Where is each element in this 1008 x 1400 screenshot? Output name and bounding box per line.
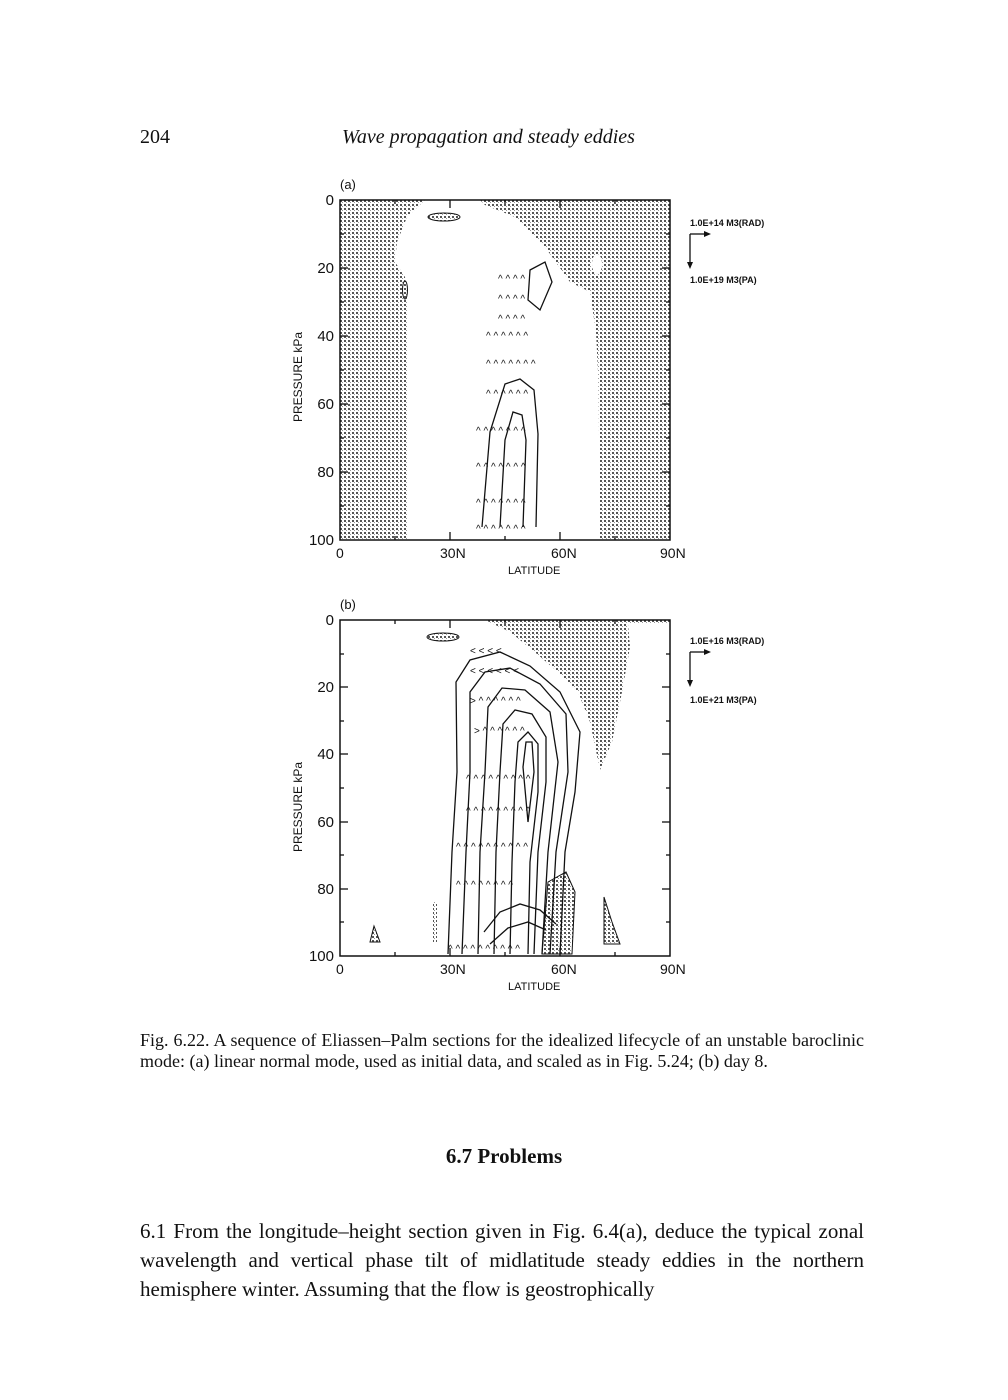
svg-text:^ ^ ^ ^: ^ ^ ^ ^ <box>498 314 526 325</box>
y-tick-label: 80 <box>317 881 334 898</box>
section-heading: 6.7 Problems <box>445 1144 563 1168</box>
svg-text:^ ^ ^ ^ ^ ^ ^: ^ ^ ^ ^ ^ ^ ^ <box>476 498 526 509</box>
y-tick-label: 80 <box>317 464 334 481</box>
y-tick-label: 100 <box>308 948 334 965</box>
svg-text:> ^ ^ ^ ^ ^ ^: > ^ ^ ^ ^ ^ ^ <box>470 696 521 707</box>
y-tick-labels-a <box>309 192 334 549</box>
scale-arrows-b <box>687 649 711 687</box>
running-head <box>140 126 880 150</box>
svg-text:^ ^ ^ ^ ^ ^ ^: ^ ^ ^ ^ ^ ^ ^ <box>476 462 526 473</box>
ep-vectors-b <box>448 646 531 955</box>
svg-text:< < < <: < < < < <box>470 646 502 657</box>
y-tick-label: 60 <box>317 396 334 413</box>
y-tick-label: 20 <box>317 260 334 277</box>
panel-label-a: (a) <box>340 177 356 192</box>
svg-text:^ ^ ^ ^ ^ ^ ^ ^: ^ ^ ^ ^ ^ ^ ^ ^ <box>456 880 513 891</box>
figure-panel-a <box>0 172 1008 582</box>
y-tick-label: 0 <box>325 192 334 209</box>
x-tick-labels-a <box>336 545 686 561</box>
x-axis-title-a: LATITUDE <box>508 565 561 577</box>
scale-label-top-a: 1.0E+14 M3(RAD) <box>690 218 765 228</box>
x-tick-label: 0 <box>336 545 344 561</box>
y-axis-title-a: PRESSURE kPa <box>291 331 305 422</box>
y-tick-label: 0 <box>325 612 334 629</box>
svg-text:> ^ ^ ^ ^ ^ ^: > ^ ^ ^ ^ ^ ^ <box>474 726 525 737</box>
scale-label-bottom-b: 1.0E+21 M3(PA) <box>690 695 757 705</box>
svg-text:^ ^ ^ ^ ^ ^ ^: ^ ^ ^ ^ ^ ^ ^ <box>476 426 526 437</box>
scale-arrows-a <box>687 231 711 269</box>
scale-label-bottom-a: 1.0E+19 M3(PA) <box>690 275 757 285</box>
svg-text:^ ^ ^ ^ ^ ^ ^ ^ ^: ^ ^ ^ ^ ^ ^ ^ ^ ^ <box>466 774 531 785</box>
running-title: Wave propagation and steady eddies <box>342 126 635 148</box>
svg-text:^ ^ ^ ^: ^ ^ ^ ^ <box>498 294 526 305</box>
y-tick-label: 40 <box>317 746 334 763</box>
figure-b-graphic <box>0 592 1008 1002</box>
y-tick-label: 40 <box>317 328 334 345</box>
x-tick-label: 30N <box>440 545 466 561</box>
svg-text:< < < < < <: < < < < < < <box>470 666 519 677</box>
x-tick-label: 30N <box>440 961 466 977</box>
x-axis-title-b: LATITUDE <box>508 981 561 993</box>
y-tick-label: 60 <box>317 814 334 831</box>
figure-caption: Fig. 6.22. A sequence of Eliassen–Palm sections for the idealized lifecycle of an unstable baroclinic mode: (a) linear normal mode, used as initial data, and scaled as in Fig. 5.24; (b) day 8. <box>140 1030 864 1071</box>
page-number: 204 <box>140 126 170 148</box>
x-tick-label: 90N <box>660 545 686 561</box>
panel-label-b: (b) <box>340 597 356 612</box>
x-tick-labels-b <box>336 961 686 977</box>
figure-panel-b <box>0 592 1008 1002</box>
y-axis-title-b: PRESSURE kPa <box>291 761 305 852</box>
y-tick-label: 20 <box>317 679 334 696</box>
svg-text:^ ^ ^ ^ ^ ^ ^: ^ ^ ^ ^ ^ ^ ^ <box>486 359 536 370</box>
svg-text:^ ^ ^ ^ ^ ^ ^ ^ ^ ^: ^ ^ ^ ^ ^ ^ ^ ^ ^ ^ <box>448 944 520 955</box>
svg-text:^ ^ ^ ^ ^ ^ ^: ^ ^ ^ ^ ^ ^ ^ <box>476 524 526 535</box>
scale-label-top-b: 1.0E+16 M3(RAD) <box>690 636 765 646</box>
shaded-regions-a <box>340 200 670 540</box>
y-tick-label: 100 <box>308 532 334 549</box>
x-tick-label: 0 <box>336 961 344 977</box>
svg-text:^ ^ ^ ^: ^ ^ ^ ^ <box>498 274 526 285</box>
problem-text: 6.1 From the longitude–height section given in Fig. 6.4(a), deduce the typical zonal wavelength and vertical phase tilt of midlatitude steady eddies in the northern hemisphere winter. Assuming that the flow is geostrophically <box>140 1219 864 1301</box>
figure-a-graphic <box>0 172 1008 582</box>
x-tick-label: 60N <box>551 961 577 977</box>
svg-text:^ ^ ^ ^ ^ ^ ^ ^ ^ ^: ^ ^ ^ ^ ^ ^ ^ ^ ^ ^ <box>456 842 528 853</box>
y-tick-labels-b <box>309 612 334 965</box>
svg-text:^ ^ ^ ^ ^ ^: ^ ^ ^ ^ ^ ^ <box>486 331 529 342</box>
x-tick-label: 90N <box>660 961 686 977</box>
svg-text:^ ^ ^ ^ ^ ^: ^ ^ ^ ^ ^ ^ <box>486 389 529 400</box>
svg-text:^ ^ ^ ^ ^ ^ ^ ^ ^: ^ ^ ^ ^ ^ ^ ^ ^ ^ <box>466 806 531 817</box>
x-tick-label: 60N <box>551 545 577 561</box>
